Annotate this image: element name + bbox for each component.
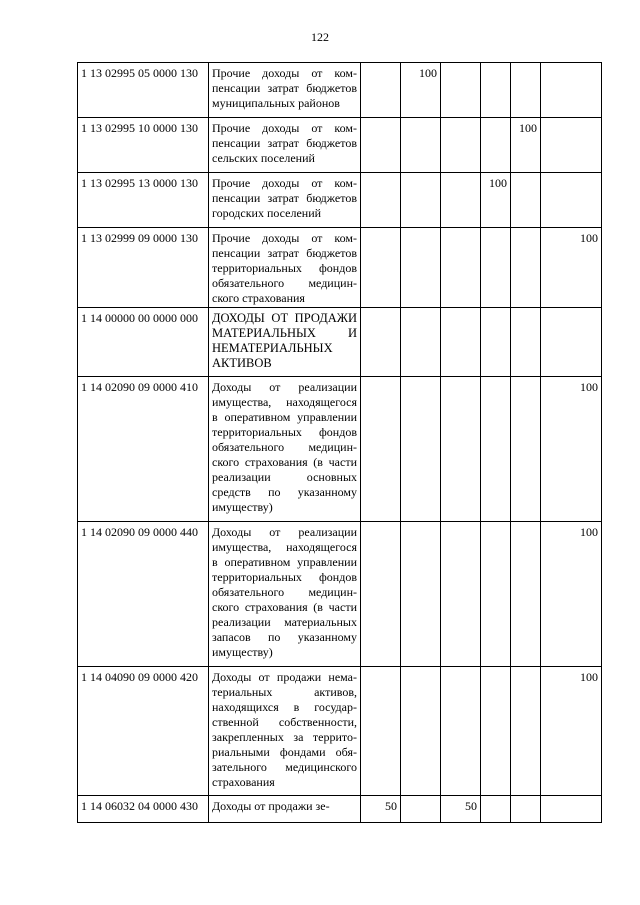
value-cell (401, 377, 441, 522)
income-name-cell (209, 308, 361, 377)
income-name-line: Доходы от продажи нема- (212, 670, 357, 684)
income-name-line: Доходы от продажи зе- (212, 799, 330, 813)
income-name-line: обязательного медицин- (212, 440, 357, 454)
value-cell: 100 (541, 667, 602, 796)
value-cell (481, 796, 511, 823)
value-cell (511, 667, 541, 796)
value-cell: 100 (541, 377, 602, 522)
table-row (78, 173, 602, 228)
value-cell (441, 173, 481, 228)
table-row (78, 667, 602, 796)
budget-code-cell: 1 13 02995 05 0000 130 (78, 63, 209, 118)
value-cell (481, 228, 511, 308)
income-name-line: зательного медицинского (212, 760, 357, 774)
value-cell: 100 (511, 118, 541, 173)
budget-code-cell: 1 14 02090 09 0000 440 (78, 522, 209, 667)
income-name-cell (209, 522, 361, 667)
value-cell: 50 (361, 796, 401, 823)
value-cell (481, 667, 511, 796)
income-name-line: запасов по указанному (212, 630, 357, 644)
value-cell (481, 522, 511, 667)
value-cell (441, 377, 481, 522)
table-body (78, 63, 602, 823)
income-name-line: МАТЕРИАЛЬНЫХ И (212, 326, 357, 340)
budget-code-cell: 1 14 04090 09 0000 420 (78, 667, 209, 796)
income-name-line: муниципальных районов (212, 96, 340, 110)
income-name-cell (209, 173, 361, 228)
value-cell (361, 173, 401, 228)
value-cell (541, 173, 602, 228)
value-cell (361, 118, 401, 173)
value-cell (481, 63, 511, 118)
value-cell (361, 63, 401, 118)
income-name-line: Прочие доходы от ком- (212, 231, 357, 245)
value-cell: 100 (541, 228, 602, 308)
income-name-line: пенсации затрат бюджетов (212, 81, 357, 95)
income-name-line: ского страхования (212, 291, 305, 305)
value-cell: 100 (541, 522, 602, 667)
value-cell (511, 377, 541, 522)
budget-code-cell: 1 14 02090 09 0000 410 (78, 377, 209, 522)
table-row (78, 63, 602, 118)
income-name-line: риальными фондами обя- (212, 745, 357, 759)
income-name-line: пенсации затрат бюджетов (212, 246, 357, 260)
income-name-line: териальных активов, (212, 685, 357, 699)
value-cell (401, 667, 441, 796)
value-cell (441, 667, 481, 796)
income-name-line: ского страхования (в части (212, 600, 357, 614)
value-cell (511, 228, 541, 308)
income-name-line: закрепленных за террито- (212, 730, 357, 744)
value-cell (511, 308, 541, 377)
value-cell (401, 228, 441, 308)
income-name-cell (209, 667, 361, 796)
income-name-line: АКТИВОВ (212, 356, 272, 370)
income-name-line: в оперативном управлении (212, 410, 357, 424)
income-name-line: Прочие доходы от ком- (212, 121, 357, 135)
income-name-line: Прочие доходы от ком- (212, 66, 357, 80)
page-number: 122 (311, 30, 329, 44)
income-name-line: имуществу) (212, 645, 273, 659)
income-name-line: НЕМАТЕРИАЛЬНЫХ (212, 341, 333, 355)
income-name-line: средств по указанному (212, 485, 357, 499)
income-name-line: Прочие доходы от ком- (212, 176, 357, 190)
value-cell (401, 308, 441, 377)
table-row (78, 796, 602, 823)
income-name-line: имущества, находящегося (212, 395, 357, 409)
budget-code-cell: 1 14 06032 04 0000 430 (78, 796, 209, 823)
income-name-line: находящихся в государ- (212, 700, 357, 714)
budget-code-cell: 1 13 02995 13 0000 130 (78, 173, 209, 228)
income-name-line: сельских поселений (212, 151, 315, 165)
value-cell (511, 173, 541, 228)
budget-code-cell: 1 13 02995 10 0000 130 (78, 118, 209, 173)
value-cell: 50 (441, 796, 481, 823)
income-name-line: обязательного медицин- (212, 276, 357, 290)
value-cell (401, 118, 441, 173)
table-row (78, 228, 602, 308)
income-name-line: реализации основных (212, 470, 357, 484)
budget-code-cell: 1 13 02999 09 0000 130 (78, 228, 209, 308)
value-cell (441, 63, 481, 118)
value-cell (361, 667, 401, 796)
budget-table (77, 62, 602, 823)
value-cell: 100 (401, 63, 441, 118)
value-cell (441, 228, 481, 308)
income-name-line: страхования (212, 775, 275, 789)
income-name-line: территориальных фондов (212, 570, 357, 584)
value-cell (401, 796, 441, 823)
income-name-cell (209, 118, 361, 173)
table-row (78, 377, 602, 522)
budget-code-cell: 1 14 00000 00 0000 000 (78, 308, 209, 377)
income-name-line: имуществу) (212, 500, 273, 514)
value-cell (441, 522, 481, 667)
income-name-cell (209, 377, 361, 522)
income-name-line: территориальных фондов (212, 261, 357, 275)
value-cell (481, 118, 511, 173)
value-cell (401, 173, 441, 228)
value-cell (541, 63, 602, 118)
value-cell (441, 118, 481, 173)
income-name-line: обязательного медицин- (212, 585, 357, 599)
value-cell: 100 (481, 173, 511, 228)
income-name-line: ского страхования (в части (212, 455, 357, 469)
value-cell (361, 228, 401, 308)
income-name-line: Доходы от реализации (212, 380, 357, 394)
value-cell (401, 522, 441, 667)
income-name-line: ственной собственности, (212, 715, 357, 729)
income-name-cell (209, 63, 361, 118)
income-name-line: городских поселений (212, 206, 322, 220)
income-name-line: пенсации затрат бюджетов (212, 191, 357, 205)
table-row (78, 308, 602, 377)
value-cell (481, 308, 511, 377)
table-row (78, 118, 602, 173)
income-name-line: в оперативном управлении (212, 555, 357, 569)
income-name-line: пенсации затрат бюджетов (212, 136, 357, 150)
income-name-cell (209, 228, 361, 308)
value-cell (361, 522, 401, 667)
value-cell (541, 796, 602, 823)
income-name-line: ДОХОДЫ ОТ ПРОДАЖИ (212, 311, 357, 325)
value-cell (511, 63, 541, 118)
income-name-line: территориальных фондов (212, 425, 357, 439)
value-cell (511, 522, 541, 667)
value-cell (441, 308, 481, 377)
value-cell (361, 308, 401, 377)
income-name-cell (209, 796, 361, 823)
value-cell (481, 377, 511, 522)
income-name-line: Доходы от реализации (212, 525, 357, 539)
table-row (78, 522, 602, 667)
value-cell (511, 796, 541, 823)
income-name-line: реализации материальных (212, 615, 357, 629)
income-name-line: имущества, находящегося (212, 540, 357, 554)
value-cell (541, 308, 602, 377)
value-cell (541, 118, 602, 173)
value-cell (361, 377, 401, 522)
